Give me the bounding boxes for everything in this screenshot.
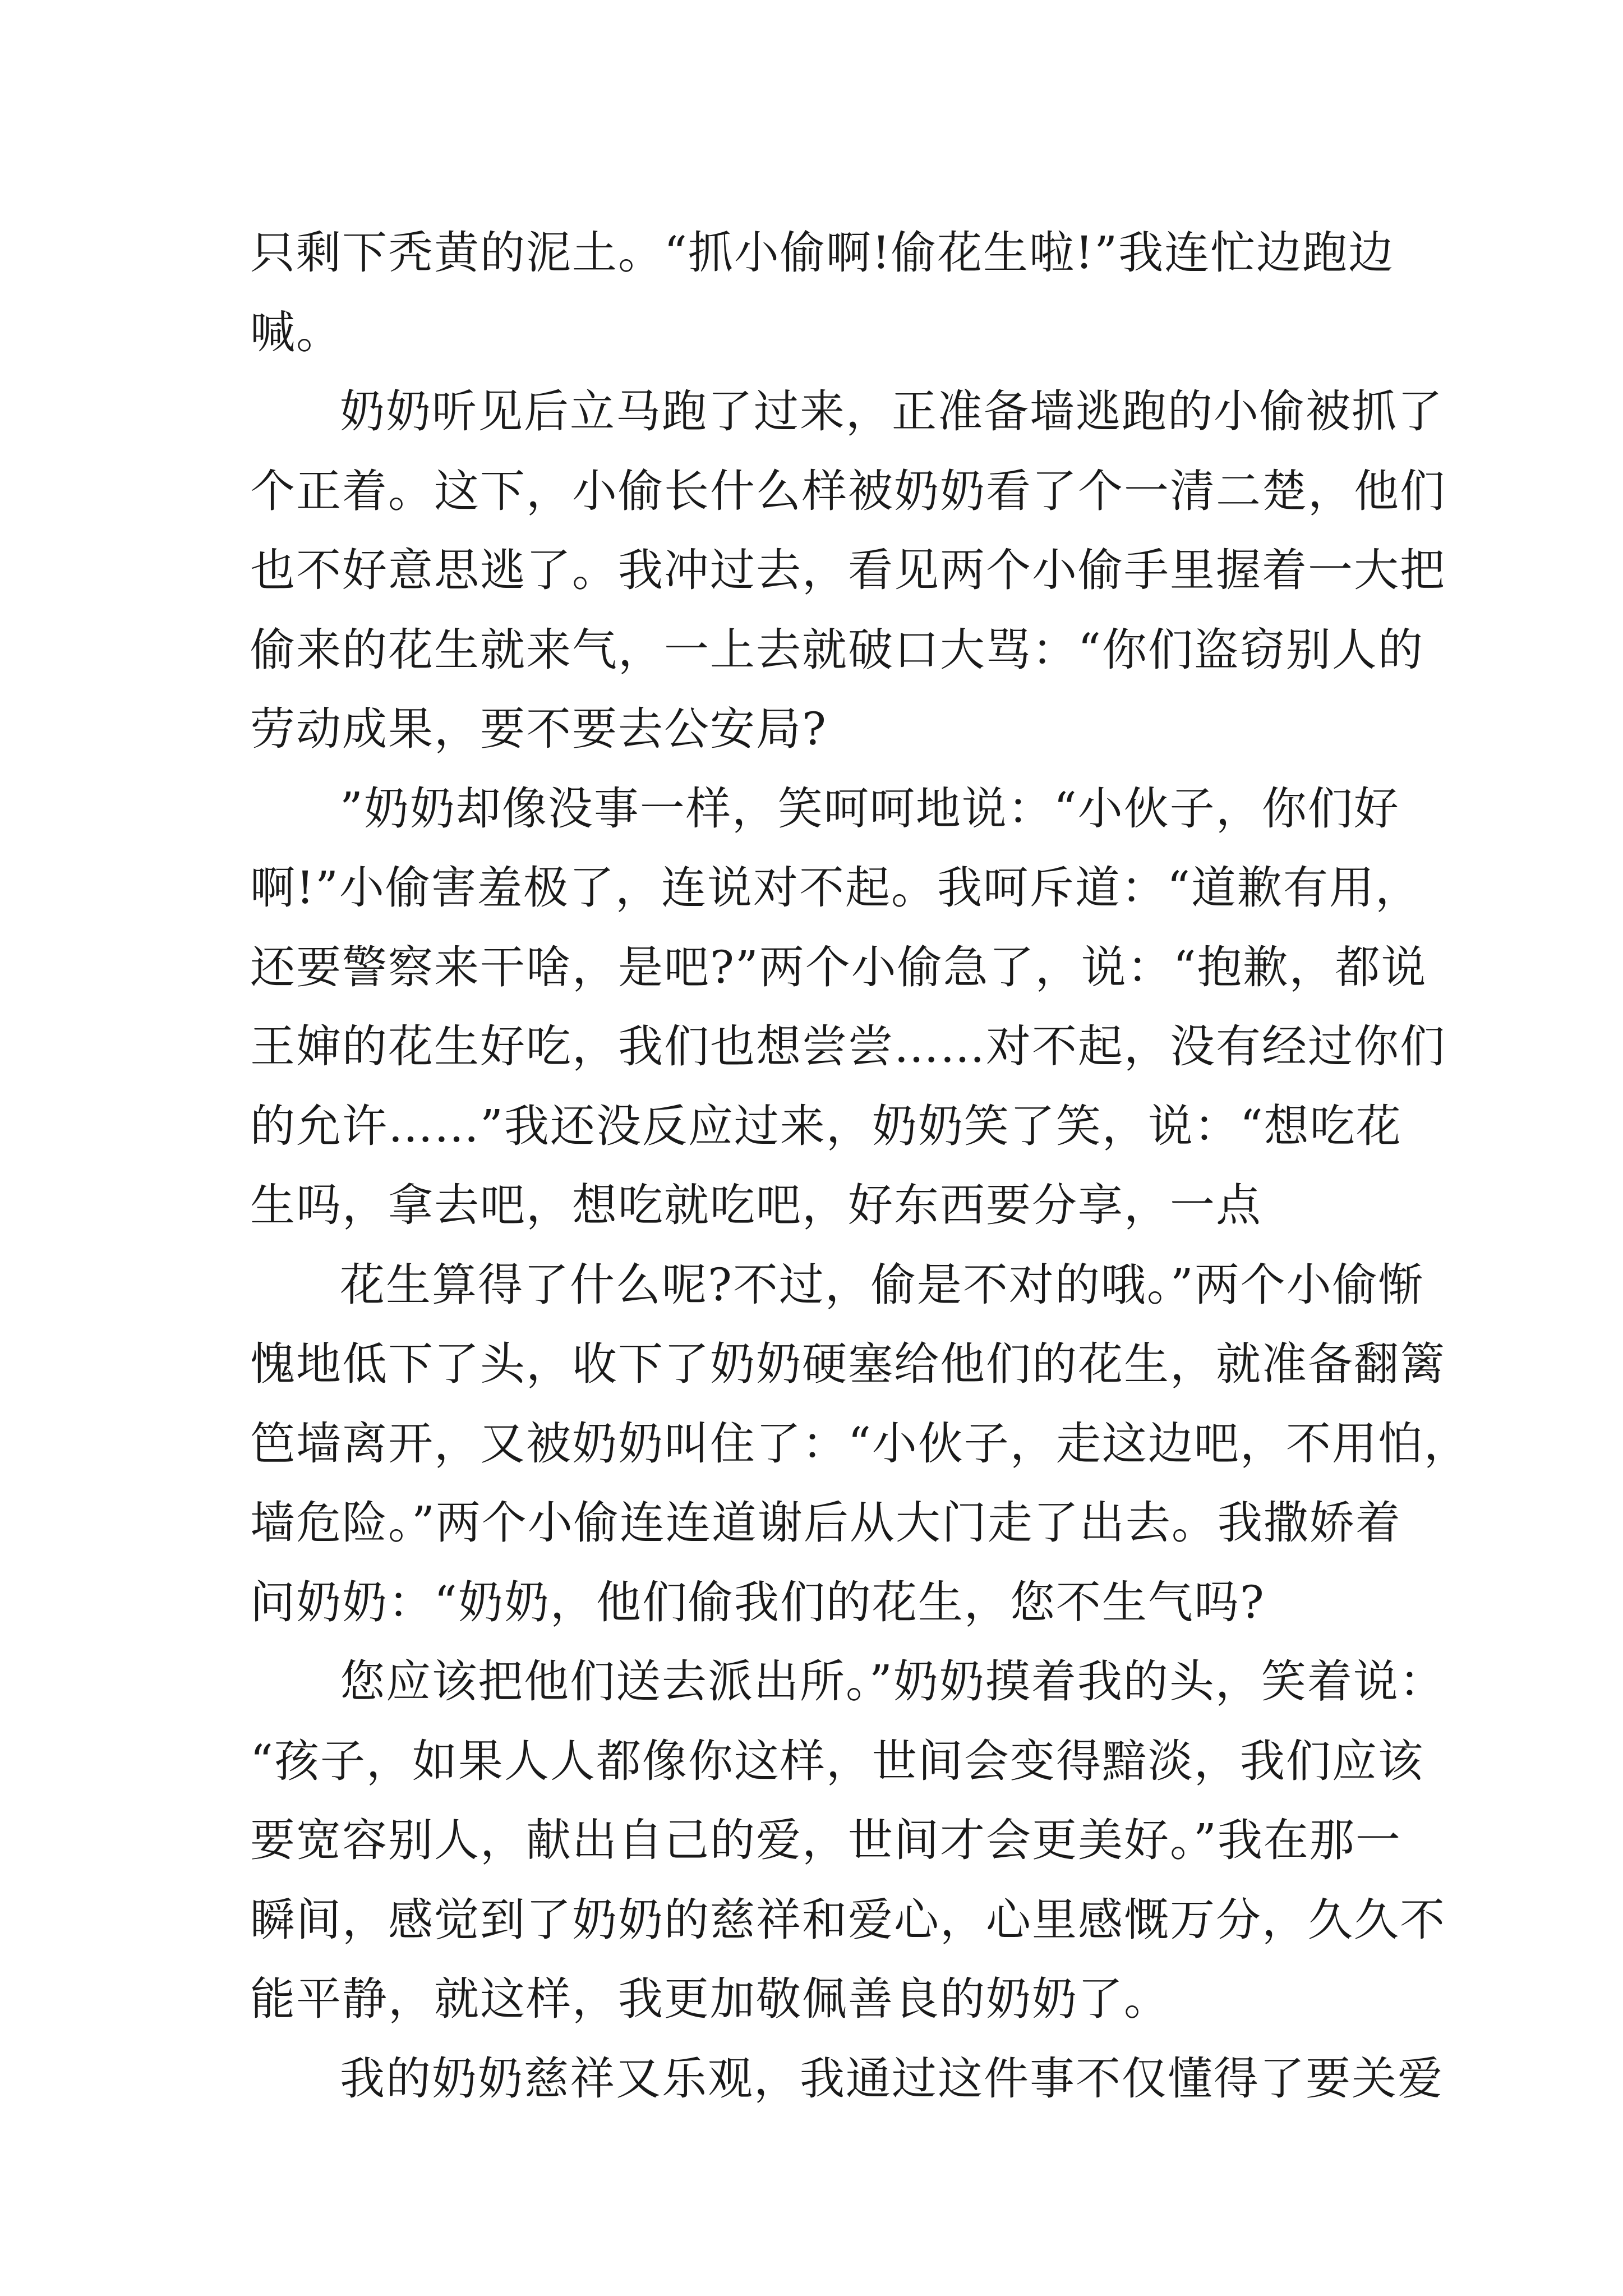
text-line: “孩子，如果人人都像你这样，世间会变得黯淡，我们应该 xyxy=(250,1734,1424,1787)
text-line: 墙危险。”两个小偷连连道谢后从大门走了出去。我撒娇着 xyxy=(250,1497,1401,1549)
text-line: 生吗，拿去吧，想吃就吃吧，好东西要分享，一点 xyxy=(250,1179,1262,1231)
text-line: 花生算得了什么呢?不过，偷是不对的哦。”两个小偷惭 xyxy=(340,1258,1424,1311)
text-line: 还要警察来干啥，是吧?”两个小偷急了，说：“抱歉，都说 xyxy=(250,941,1427,993)
text-line: 愧地低下了头，收下了奶奶硬塞给他们的花生，就准备翻篱 xyxy=(250,1338,1446,1390)
text-line: 劳动成果，要不要去公安局? xyxy=(250,703,827,755)
text-line: 也不好意思逃了。我冲过去，看见两个小偷手里握着一大把 xyxy=(250,544,1446,596)
text-line: 喊。 xyxy=(250,306,342,358)
text-line: 奶奶听见后立马跑了过来，正准备墙逃跑的小偷被抓了 xyxy=(340,385,1444,438)
text-line: 笆墙离开，又被奶奶叫住了：“小伙子，走这边吧，不用怕， xyxy=(250,1417,1470,1470)
text-line: 我的奶奶慈祥又乐观，我通过这件事不仅懂得了要关爱 xyxy=(340,2052,1444,2105)
text-line: ”奶奶却像没事一样，笑呵呵地说：“小伙子，你们好 xyxy=(340,782,1400,835)
text-line: 要宽容别人，献出自己的爱，世间才会更美好。”我在那一 xyxy=(250,1814,1401,1866)
text-line: 只剩下秃黄的泥土。“抓小偷啊!偷花生啦!”我连忙边跑边 xyxy=(250,227,1395,279)
text-line: 瞬间，感觉到了奶奶的慈祥和爱心，心里感慨万分，久久不 xyxy=(250,1893,1446,1946)
document-body xyxy=(250,213,1470,2118)
text-line: 偷来的花生就来气，一上去就破口大骂：“你们盗窃别人的 xyxy=(250,623,1424,676)
text-line: 啊!”小偷害羞极了，连说对不起。我呵斥道：“道歉有用， xyxy=(250,862,1421,914)
text-line: 问奶奶：“奶奶，他们偷我们的花生，您不生气吗? xyxy=(250,1576,1265,1628)
text-line: 的允许……”我还没反应过来，奶奶笑了笑，说：“想吃花 xyxy=(250,1099,1402,1152)
text-line: 王婶的花生好吃，我们也想尝尝……对不起，没有经过你们 xyxy=(250,1020,1446,1073)
text-line: 个正着。这下，小偷长什么样被奶奶看了个一清二楚，他们 xyxy=(250,464,1446,517)
text-line: 能平静，就这样，我更加敬佩善良的奶奶了。 xyxy=(250,1973,1170,2025)
text-line: 您应该把他们送去派出所。”奶奶摸着我的头，笑着说： xyxy=(340,1655,1445,1708)
